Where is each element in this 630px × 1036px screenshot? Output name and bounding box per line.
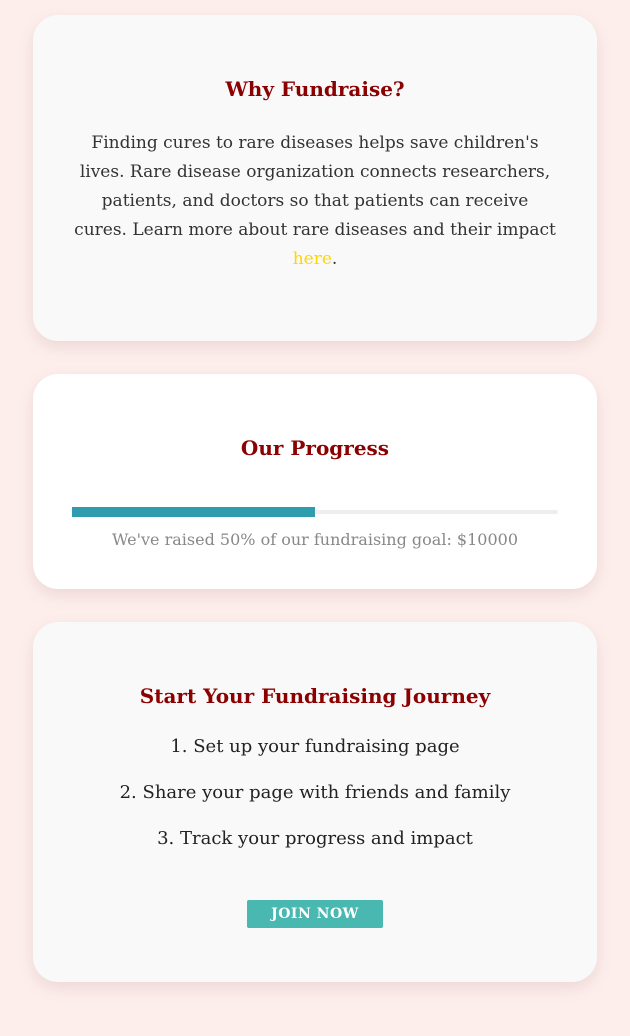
progress-title: Our Progress	[240, 436, 390, 460]
journey-step-2: 2. Share your page with friends and family	[119, 782, 511, 803]
learn-more-link[interactable]: here	[292, 249, 332, 269]
journey-steps	[73, 738, 557, 848]
progress-fill	[72, 507, 315, 517]
journey-title: Start Your Fundraising Journey	[139, 684, 491, 708]
fundraising-progress-bar	[72, 507, 558, 517]
journey-card	[33, 622, 597, 982]
journey-step-1: 1. Set up your fundraising page	[170, 736, 460, 757]
why-fundraise-text-before: Finding cures to rare diseases helps save children's lives. Rare disease organization connects researchers, patients, and doctors so that patients can receive cures. Learn more about rare diseases and their impact	[74, 133, 556, 240]
journey-step-3: 3. Track your progress and impact	[157, 828, 473, 849]
why-fundraise-body	[73, 129, 557, 274]
why-fundraise-title: Why Fundraise?	[225, 77, 405, 101]
join-now-button[interactable]: JOIN NOW	[247, 900, 383, 928]
why-fundraise-text-after: .	[331, 249, 338, 269]
why-fundraise-card	[33, 15, 597, 341]
progress-status-text: We've raised 50% of our fundraising goal: $10000	[112, 530, 518, 549]
progress-card	[33, 374, 597, 589]
